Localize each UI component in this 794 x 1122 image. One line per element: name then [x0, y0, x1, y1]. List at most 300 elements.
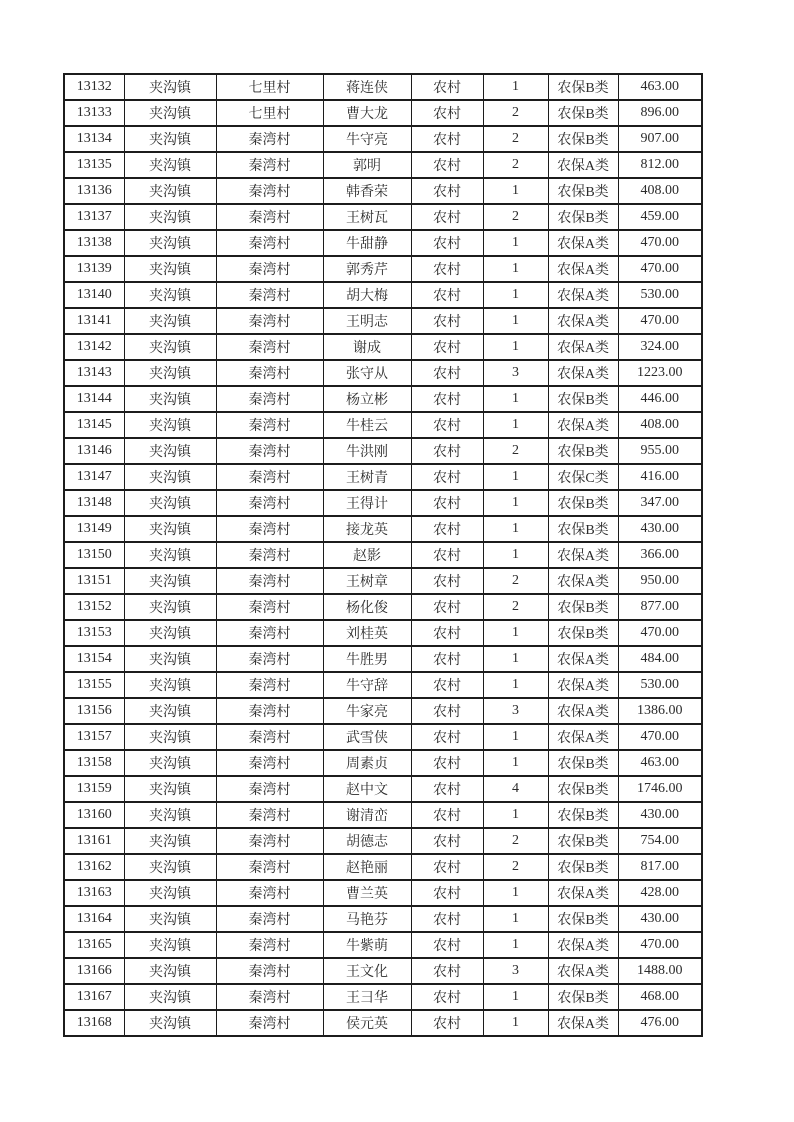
insurance-category-cell: 农保A类 — [548, 568, 618, 594]
amount-cell: 459.00 — [618, 204, 702, 230]
insurance-category-cell: 农保A类 — [548, 672, 618, 698]
insurance-category-cell: 农保A类 — [548, 282, 618, 308]
residence-type-cell: 农村 — [411, 620, 483, 646]
insurance-category-cell: 农保B类 — [548, 178, 618, 204]
residence-type-cell: 农村 — [411, 802, 483, 828]
table-row — [64, 646, 702, 672]
table-row — [64, 126, 702, 152]
table-row — [64, 230, 702, 256]
amount-cell: 468.00 — [618, 984, 702, 1010]
person-count-cell: 2 — [483, 152, 548, 178]
record-id-cell: 13157 — [64, 724, 124, 750]
insurance-category-cell: 农保B类 — [548, 386, 618, 412]
insurance-category-cell: 农保B类 — [548, 854, 618, 880]
town-cell: 夹沟镇 — [124, 74, 216, 100]
record-id-cell: 13133 — [64, 100, 124, 126]
table-row — [64, 178, 702, 204]
table-row — [64, 516, 702, 542]
person-name-cell: 牛家亮 — [323, 698, 411, 724]
town-cell: 夹沟镇 — [124, 386, 216, 412]
record-id-cell: 13151 — [64, 568, 124, 594]
insurance-category-cell: 农保B类 — [548, 438, 618, 464]
record-id-cell: 13147 — [64, 464, 124, 490]
town-cell: 夹沟镇 — [124, 906, 216, 932]
person-count-cell: 4 — [483, 776, 548, 802]
village-cell: 秦湾村 — [216, 906, 323, 932]
amount-cell: 470.00 — [618, 230, 702, 256]
town-cell: 夹沟镇 — [124, 230, 216, 256]
town-cell: 夹沟镇 — [124, 256, 216, 282]
person-name-cell: 谢成 — [323, 334, 411, 360]
record-id-cell: 13134 — [64, 126, 124, 152]
town-cell: 夹沟镇 — [124, 490, 216, 516]
insurance-category-cell: 农保B类 — [548, 100, 618, 126]
person-name-cell: 赵艳丽 — [323, 854, 411, 880]
amount-cell: 907.00 — [618, 126, 702, 152]
village-cell: 秦湾村 — [216, 594, 323, 620]
record-id-cell: 13154 — [64, 646, 124, 672]
residence-type-cell: 农村 — [411, 438, 483, 464]
person-count-cell: 1 — [483, 256, 548, 282]
record-id-cell: 13152 — [64, 594, 124, 620]
insurance-category-cell: 农保C类 — [548, 464, 618, 490]
amount-cell: 463.00 — [618, 74, 702, 100]
record-id-cell: 13149 — [64, 516, 124, 542]
table-row — [64, 152, 702, 178]
amount-cell: 416.00 — [618, 464, 702, 490]
village-cell: 秦湾村 — [216, 308, 323, 334]
amount-cell: 896.00 — [618, 100, 702, 126]
record-id-cell: 13166 — [64, 958, 124, 984]
record-id-cell: 13148 — [64, 490, 124, 516]
record-id-cell: 13160 — [64, 802, 124, 828]
residence-type-cell: 农村 — [411, 152, 483, 178]
record-id-cell: 13161 — [64, 828, 124, 854]
table-row — [64, 802, 702, 828]
table-row — [64, 334, 702, 360]
person-count-cell: 1 — [483, 334, 548, 360]
residence-type-cell: 农村 — [411, 828, 483, 854]
town-cell: 夹沟镇 — [124, 724, 216, 750]
insurance-category-cell: 农保A类 — [548, 360, 618, 386]
insurance-category-cell: 农保B类 — [548, 750, 618, 776]
records-table-body — [64, 74, 702, 1036]
amount-cell: 950.00 — [618, 568, 702, 594]
town-cell: 夹沟镇 — [124, 308, 216, 334]
town-cell: 夹沟镇 — [124, 568, 216, 594]
record-id-cell: 13167 — [64, 984, 124, 1010]
insurance-category-cell: 农保B类 — [548, 74, 618, 100]
amount-cell: 955.00 — [618, 438, 702, 464]
residence-type-cell: 农村 — [411, 74, 483, 100]
person-name-cell: 牛紫萌 — [323, 932, 411, 958]
village-cell: 秦湾村 — [216, 542, 323, 568]
village-cell: 秦湾村 — [216, 178, 323, 204]
table-row — [64, 100, 702, 126]
insurance-category-cell: 农保B类 — [548, 516, 618, 542]
amount-cell: 366.00 — [618, 542, 702, 568]
insurance-category-cell: 农保A类 — [548, 880, 618, 906]
amount-cell: 470.00 — [618, 932, 702, 958]
town-cell: 夹沟镇 — [124, 542, 216, 568]
person-count-cell: 1 — [483, 516, 548, 542]
residence-type-cell: 农村 — [411, 594, 483, 620]
person-name-cell: 武雪侠 — [323, 724, 411, 750]
town-cell: 夹沟镇 — [124, 672, 216, 698]
amount-cell: 470.00 — [618, 308, 702, 334]
village-cell: 秦湾村 — [216, 256, 323, 282]
town-cell: 夹沟镇 — [124, 932, 216, 958]
village-cell: 秦湾村 — [216, 1010, 323, 1036]
amount-cell: 817.00 — [618, 854, 702, 880]
insurance-category-cell: 农保A类 — [548, 542, 618, 568]
village-cell: 秦湾村 — [216, 776, 323, 802]
town-cell: 夹沟镇 — [124, 100, 216, 126]
insurance-category-cell: 农保B类 — [548, 204, 618, 230]
insurance-category-cell: 农保B类 — [548, 126, 618, 152]
residence-type-cell: 农村 — [411, 334, 483, 360]
person-name-cell: 侯元英 — [323, 1010, 411, 1036]
person-name-cell: 曹兰英 — [323, 880, 411, 906]
table-row — [64, 750, 702, 776]
village-cell: 秦湾村 — [216, 152, 323, 178]
town-cell: 夹沟镇 — [124, 204, 216, 230]
residence-type-cell: 农村 — [411, 672, 483, 698]
residence-type-cell: 农村 — [411, 308, 483, 334]
person-name-cell: 胡大梅 — [323, 282, 411, 308]
record-id-cell: 13141 — [64, 308, 124, 334]
residence-type-cell: 农村 — [411, 854, 483, 880]
person-name-cell: 曹大龙 — [323, 100, 411, 126]
person-count-cell: 1 — [483, 620, 548, 646]
village-cell: 秦湾村 — [216, 828, 323, 854]
person-count-cell: 1 — [483, 490, 548, 516]
village-cell: 秦湾村 — [216, 126, 323, 152]
amount-cell: 430.00 — [618, 802, 702, 828]
amount-cell: 428.00 — [618, 880, 702, 906]
person-name-cell: 胡德志 — [323, 828, 411, 854]
village-cell: 秦湾村 — [216, 932, 323, 958]
table-row — [64, 594, 702, 620]
town-cell: 夹沟镇 — [124, 464, 216, 490]
town-cell: 夹沟镇 — [124, 1010, 216, 1036]
person-name-cell: 王得计 — [323, 490, 411, 516]
person-count-cell: 1 — [483, 542, 548, 568]
village-cell: 秦湾村 — [216, 230, 323, 256]
table-row — [64, 880, 702, 906]
insurance-category-cell: 农保A类 — [548, 724, 618, 750]
town-cell: 夹沟镇 — [124, 646, 216, 672]
amount-cell: 430.00 — [618, 516, 702, 542]
person-name-cell: 牛胜男 — [323, 646, 411, 672]
table-row — [64, 412, 702, 438]
person-name-cell: 杨化俊 — [323, 594, 411, 620]
residence-type-cell: 农村 — [411, 490, 483, 516]
amount-cell: 476.00 — [618, 1010, 702, 1036]
amount-cell: 408.00 — [618, 178, 702, 204]
insurance-category-cell: 农保A类 — [548, 308, 618, 334]
village-cell: 秦湾村 — [216, 984, 323, 1010]
record-id-cell: 13143 — [64, 360, 124, 386]
residence-type-cell: 农村 — [411, 412, 483, 438]
record-id-cell: 13162 — [64, 854, 124, 880]
person-count-cell: 1 — [483, 412, 548, 438]
residence-type-cell: 农村 — [411, 906, 483, 932]
village-cell: 秦湾村 — [216, 386, 323, 412]
village-cell: 秦湾村 — [216, 360, 323, 386]
person-count-cell: 2 — [483, 204, 548, 230]
record-id-cell: 13156 — [64, 698, 124, 724]
insurance-category-cell: 农保A类 — [548, 1010, 618, 1036]
town-cell: 夹沟镇 — [124, 620, 216, 646]
table-row — [64, 308, 702, 334]
table-row — [64, 256, 702, 282]
village-cell: 七里村 — [216, 100, 323, 126]
person-count-cell: 1 — [483, 984, 548, 1010]
amount-cell: 347.00 — [618, 490, 702, 516]
record-id-cell: 13163 — [64, 880, 124, 906]
table-row — [64, 1010, 702, 1036]
person-name-cell: 王明志 — [323, 308, 411, 334]
person-name-cell: 杨立彬 — [323, 386, 411, 412]
person-name-cell: 赵中文 — [323, 776, 411, 802]
record-id-cell: 13146 — [64, 438, 124, 464]
residence-type-cell: 农村 — [411, 646, 483, 672]
village-cell: 秦湾村 — [216, 490, 323, 516]
residence-type-cell: 农村 — [411, 386, 483, 412]
village-cell: 秦湾村 — [216, 412, 323, 438]
insurance-category-cell: 农保B类 — [548, 776, 618, 802]
record-id-cell: 13155 — [64, 672, 124, 698]
town-cell: 夹沟镇 — [124, 698, 216, 724]
insurance-category-cell: 农保A类 — [548, 230, 618, 256]
record-id-cell: 13137 — [64, 204, 124, 230]
insurance-category-cell: 农保B类 — [548, 802, 618, 828]
person-name-cell: 韩香荣 — [323, 178, 411, 204]
village-cell: 秦湾村 — [216, 516, 323, 542]
residence-type-cell: 农村 — [411, 984, 483, 1010]
person-name-cell: 张守从 — [323, 360, 411, 386]
person-count-cell: 2 — [483, 100, 548, 126]
village-cell: 秦湾村 — [216, 568, 323, 594]
residence-type-cell: 农村 — [411, 126, 483, 152]
town-cell: 夹沟镇 — [124, 802, 216, 828]
village-cell: 秦湾村 — [216, 464, 323, 490]
table-row — [64, 464, 702, 490]
amount-cell: 484.00 — [618, 646, 702, 672]
record-id-cell: 13135 — [64, 152, 124, 178]
insurance-category-cell: 农保A类 — [548, 334, 618, 360]
town-cell: 夹沟镇 — [124, 334, 216, 360]
table-row — [64, 958, 702, 984]
residence-type-cell: 农村 — [411, 724, 483, 750]
town-cell: 夹沟镇 — [124, 282, 216, 308]
insurance-category-cell: 农保B类 — [548, 620, 618, 646]
person-count-cell: 1 — [483, 230, 548, 256]
residence-type-cell: 农村 — [411, 230, 483, 256]
town-cell: 夹沟镇 — [124, 178, 216, 204]
amount-cell: 754.00 — [618, 828, 702, 854]
village-cell: 七里村 — [216, 74, 323, 100]
person-name-cell: 王文化 — [323, 958, 411, 984]
amount-cell: 446.00 — [618, 386, 702, 412]
record-id-cell: 13150 — [64, 542, 124, 568]
record-id-cell: 13158 — [64, 750, 124, 776]
town-cell: 夹沟镇 — [124, 594, 216, 620]
person-name-cell: 牛守辞 — [323, 672, 411, 698]
town-cell: 夹沟镇 — [124, 438, 216, 464]
amount-cell: 877.00 — [618, 594, 702, 620]
table-row — [64, 724, 702, 750]
town-cell: 夹沟镇 — [124, 776, 216, 802]
person-count-cell: 1 — [483, 802, 548, 828]
person-name-cell: 牛洪刚 — [323, 438, 411, 464]
person-count-cell: 2 — [483, 854, 548, 880]
person-count-cell: 3 — [483, 958, 548, 984]
person-name-cell: 王树章 — [323, 568, 411, 594]
village-cell: 秦湾村 — [216, 724, 323, 750]
residence-type-cell: 农村 — [411, 958, 483, 984]
town-cell: 夹沟镇 — [124, 412, 216, 438]
town-cell: 夹沟镇 — [124, 750, 216, 776]
insurance-category-cell: 农保B类 — [548, 490, 618, 516]
table-row — [64, 490, 702, 516]
town-cell: 夹沟镇 — [124, 828, 216, 854]
amount-cell: 470.00 — [618, 620, 702, 646]
table-row — [64, 932, 702, 958]
person-count-cell: 2 — [483, 126, 548, 152]
insurance-category-cell: 农保A类 — [548, 152, 618, 178]
person-name-cell: 王彐华 — [323, 984, 411, 1010]
residence-type-cell: 农村 — [411, 750, 483, 776]
village-cell: 秦湾村 — [216, 672, 323, 698]
table-row — [64, 698, 702, 724]
amount-cell: 463.00 — [618, 750, 702, 776]
table-row — [64, 568, 702, 594]
insurance-category-cell: 农保B类 — [548, 984, 618, 1010]
amount-cell: 530.00 — [618, 672, 702, 698]
insurance-category-cell: 农保A类 — [548, 698, 618, 724]
person-count-cell: 1 — [483, 932, 548, 958]
village-cell: 秦湾村 — [216, 698, 323, 724]
amount-cell: 1488.00 — [618, 958, 702, 984]
village-cell: 秦湾村 — [216, 620, 323, 646]
person-count-cell: 2 — [483, 594, 548, 620]
insurance-category-cell: 农保A类 — [548, 256, 618, 282]
residence-type-cell: 农村 — [411, 542, 483, 568]
residence-type-cell: 农村 — [411, 256, 483, 282]
person-count-cell: 3 — [483, 360, 548, 386]
residence-type-cell: 农村 — [411, 204, 483, 230]
person-count-cell: 1 — [483, 308, 548, 334]
record-id-cell: 13132 — [64, 74, 124, 100]
person-count-cell: 1 — [483, 906, 548, 932]
town-cell: 夹沟镇 — [124, 360, 216, 386]
table-row — [64, 672, 702, 698]
person-count-cell: 1 — [483, 672, 548, 698]
record-id-cell: 13165 — [64, 932, 124, 958]
record-id-cell: 13144 — [64, 386, 124, 412]
amount-cell: 408.00 — [618, 412, 702, 438]
village-cell: 秦湾村 — [216, 880, 323, 906]
town-cell: 夹沟镇 — [124, 126, 216, 152]
insurance-category-cell: 农保A类 — [548, 932, 618, 958]
table-row — [64, 386, 702, 412]
residence-type-cell: 农村 — [411, 776, 483, 802]
village-cell: 秦湾村 — [216, 334, 323, 360]
table-row — [64, 542, 702, 568]
village-cell: 秦湾村 — [216, 204, 323, 230]
table-row — [64, 620, 702, 646]
amount-cell: 430.00 — [618, 906, 702, 932]
person-count-cell: 1 — [483, 178, 548, 204]
person-name-cell: 郭明 — [323, 152, 411, 178]
record-id-cell: 13168 — [64, 1010, 124, 1036]
residence-type-cell: 农村 — [411, 932, 483, 958]
person-count-cell: 1 — [483, 464, 548, 490]
residence-type-cell: 农村 — [411, 568, 483, 594]
table-row — [64, 776, 702, 802]
residence-type-cell: 农村 — [411, 1010, 483, 1036]
village-cell: 秦湾村 — [216, 438, 323, 464]
town-cell: 夹沟镇 — [124, 984, 216, 1010]
table-row — [64, 360, 702, 386]
person-name-cell: 蒋连侠 — [323, 74, 411, 100]
amount-cell: 324.00 — [618, 334, 702, 360]
amount-cell: 812.00 — [618, 152, 702, 178]
person-count-cell: 2 — [483, 568, 548, 594]
table-row — [64, 984, 702, 1010]
person-name-cell: 牛桂云 — [323, 412, 411, 438]
person-count-cell: 1 — [483, 646, 548, 672]
table-row — [64, 906, 702, 932]
table-row — [64, 74, 702, 100]
record-id-cell: 13140 — [64, 282, 124, 308]
person-count-cell: 3 — [483, 698, 548, 724]
residence-type-cell: 农村 — [411, 880, 483, 906]
table-row — [64, 204, 702, 230]
amount-cell: 470.00 — [618, 724, 702, 750]
person-count-cell: 1 — [483, 1010, 548, 1036]
town-cell: 夹沟镇 — [124, 958, 216, 984]
person-name-cell: 周素贞 — [323, 750, 411, 776]
residence-type-cell: 农村 — [411, 282, 483, 308]
residence-type-cell: 农村 — [411, 698, 483, 724]
person-count-cell: 1 — [483, 74, 548, 100]
residence-type-cell: 农村 — [411, 360, 483, 386]
amount-cell: 1746.00 — [618, 776, 702, 802]
amount-cell: 530.00 — [618, 282, 702, 308]
person-name-cell: 郭秀芹 — [323, 256, 411, 282]
record-id-cell: 13164 — [64, 906, 124, 932]
insurance-category-cell: 农保B类 — [548, 594, 618, 620]
insurance-category-cell: 农保A类 — [548, 646, 618, 672]
person-count-cell: 2 — [483, 828, 548, 854]
insurance-category-cell: 农保A类 — [548, 412, 618, 438]
person-count-cell: 2 — [483, 438, 548, 464]
residence-type-cell: 农村 — [411, 100, 483, 126]
record-id-cell: 13142 — [64, 334, 124, 360]
residence-type-cell: 农村 — [411, 464, 483, 490]
record-id-cell: 13136 — [64, 178, 124, 204]
village-cell: 秦湾村 — [216, 646, 323, 672]
table-row — [64, 828, 702, 854]
town-cell: 夹沟镇 — [124, 152, 216, 178]
person-count-cell: 1 — [483, 880, 548, 906]
person-count-cell: 1 — [483, 724, 548, 750]
person-name-cell: 赵影 — [323, 542, 411, 568]
residence-type-cell: 农村 — [411, 178, 483, 204]
